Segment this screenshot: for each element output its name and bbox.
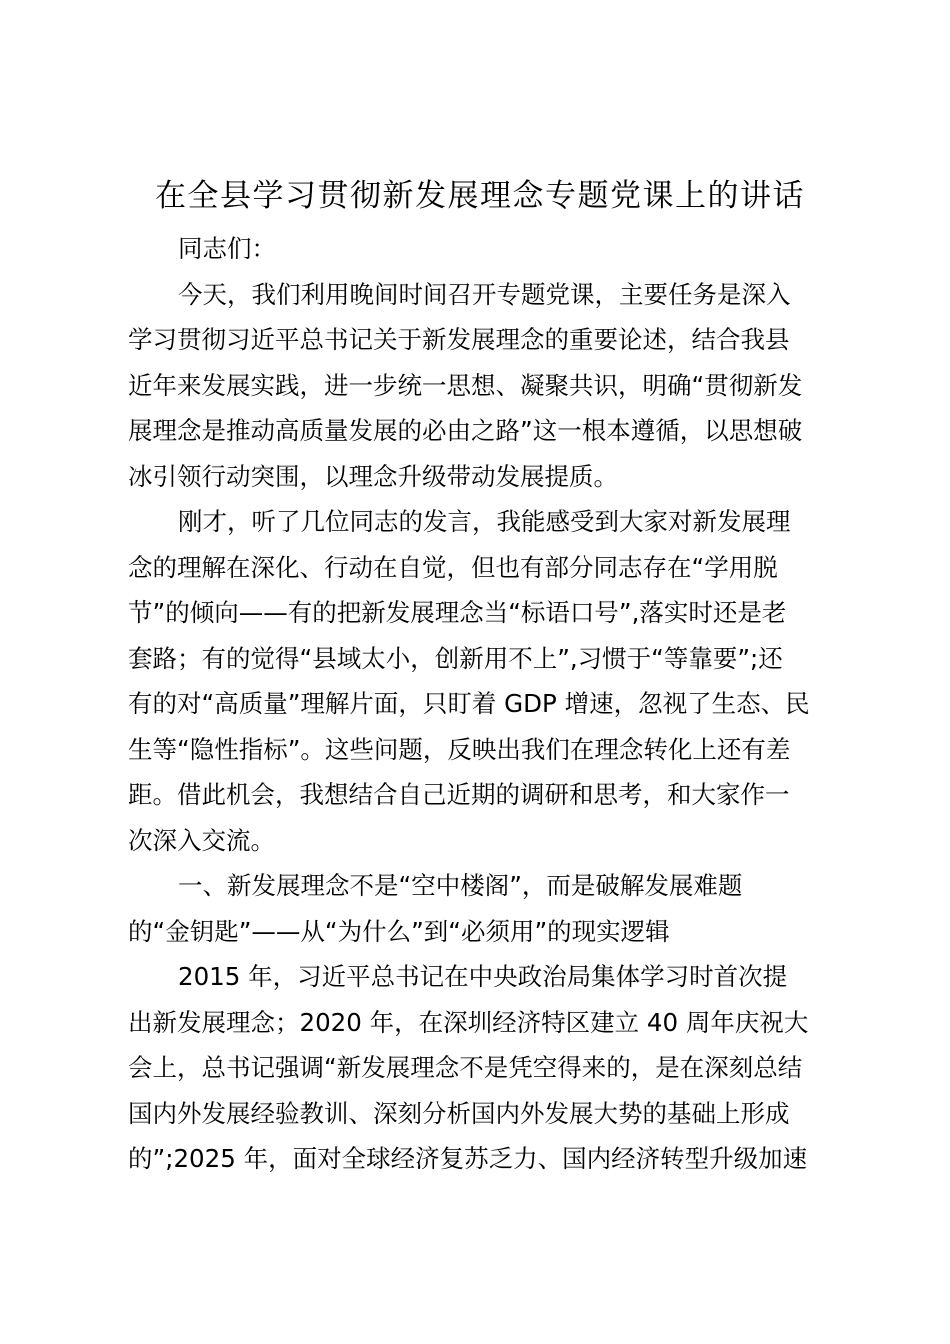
paragraph-line: 学习贯彻习近平总书记关于新发展理念的重要论述，结合我县	[128, 325, 790, 354]
paragraph-line: 出新发展理念；2020 年，在深圳经济特区建立 40 周年庆祝大	[128, 1007, 809, 1037]
salutation-line: 同志们：	[178, 234, 276, 263]
section-heading-line: 的“金钥匙”——从“为什么”到“必须用”的现实逻辑	[128, 916, 670, 946]
paragraph-line: 生等“隐性指标”。这些问题，反映出我们在理念转化上还有差	[128, 734, 791, 764]
paragraph-line: 的”;2025 年，面对全球经济复苏乏力、国内经济转型升级加速	[128, 1144, 808, 1173]
paragraph-line: 刚才，听了几位同志的发言，我能感受到大家对新发展理	[178, 507, 791, 536]
paragraph-line: 有的对“高质量”理解片面，只盯着 GDP 增速，忽视了生态、民	[128, 689, 810, 718]
paragraph-line: 会上，总书记强调“新发展理念不是凭空得来的，是在深刻总结	[128, 1053, 803, 1082]
section-heading-line: 一、新发展理念不是“空中楼阁”，而是破解发展难题	[178, 871, 743, 900]
paragraph-line: 国内外发展经验教训、深刻分析国内外发展大势的基础上形成	[128, 1098, 790, 1128]
paragraph-line: 冰引领行动突围，以理念升级带动发展提质。	[128, 461, 618, 491]
paragraph-line: 套路；有的觉得“县域太小，创新用不上”,习惯于“等靠要”;还	[128, 643, 783, 673]
paragraph-line: 展理念是推动高质量发展的必由之路”这一根本遵循，以思想破	[128, 416, 803, 445]
paragraph-line: 节”的倾向——有的把新发展理念当“标语口号”,落实时还是老	[128, 598, 787, 627]
paragraph-line: 近年来发展实践，进一步统一思想、凝聚共识，明确“贯彻新发	[128, 370, 803, 400]
paragraph-line: 2015 年，习近平总书记在中央政治局集体学习时首次提	[178, 962, 788, 991]
document-body	[128, 226, 830, 1182]
paragraph-line: 今天，我们利用晚间时间召开专题党课，主要任务是深入	[178, 279, 791, 309]
paragraph-line: 距。借此机会，我想结合自己近期的调研和思考，和大家作一	[128, 780, 790, 809]
paragraph-line: 念的理解在深化、行动在自觉，但也有部分同志存在“学用脱	[128, 552, 778, 582]
document-title: 在全县学习贯彻新发展理念专题党课上的讲话	[155, 178, 805, 214]
paragraph-line: 次深入交流。	[128, 825, 275, 855]
